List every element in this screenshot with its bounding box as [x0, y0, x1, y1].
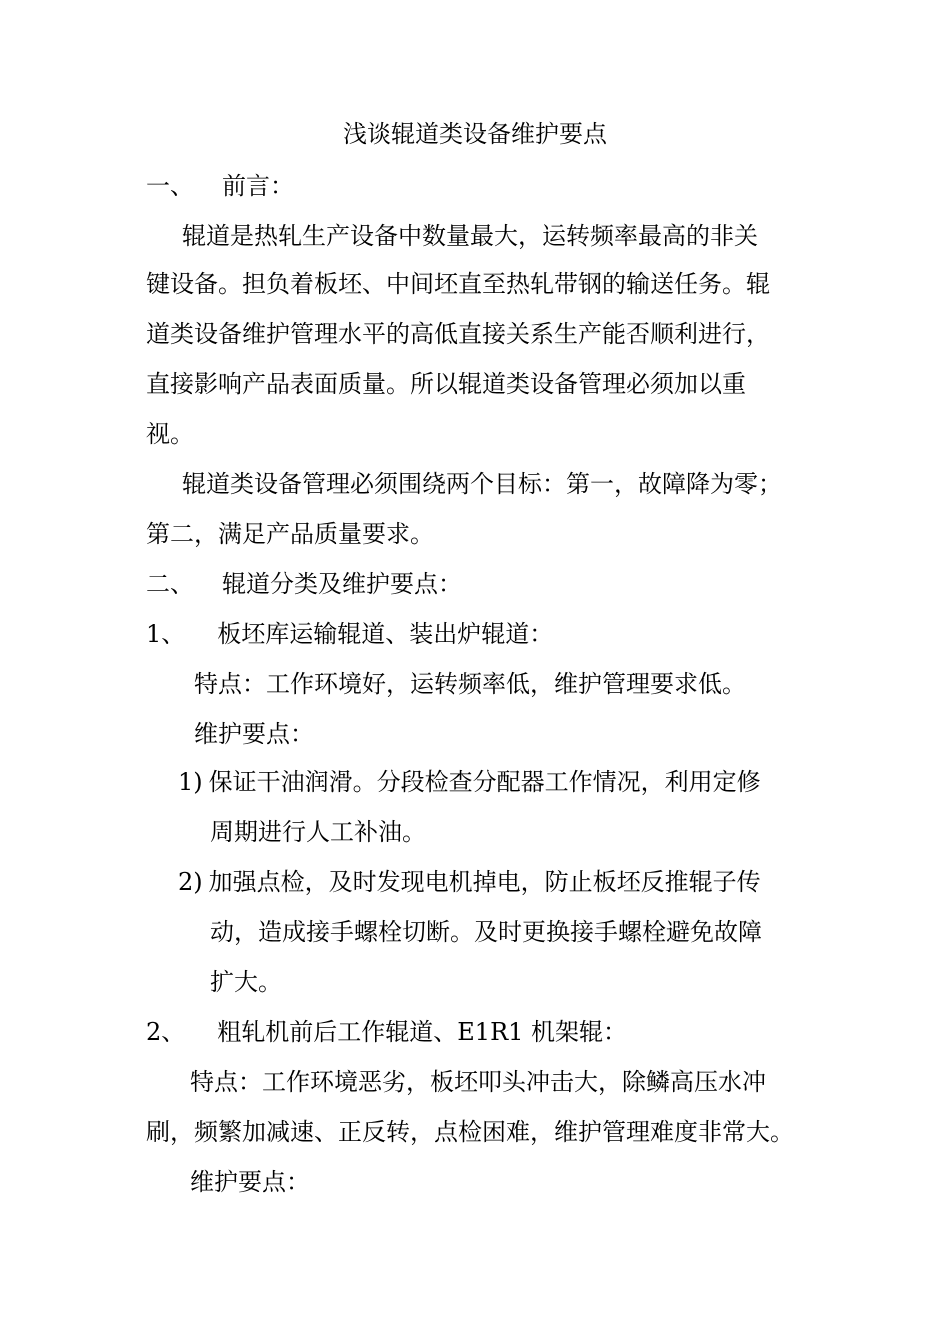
item-text-line: 周期进行人工补油。	[210, 818, 426, 846]
section-title: 辊道分类及维护要点：	[222, 570, 462, 598]
maintenance-label: 维护要点：	[190, 1168, 310, 1196]
subsection-title: 粗轧机前后工作辊道、E1R1 机架辊：	[217, 1018, 628, 1046]
paragraph-line: 道类设备维护管理水平的高低直接关系生产能否顺利进行，	[146, 320, 770, 348]
subsection-heading	[146, 1014, 627, 1050]
paragraph-line: 第二，满足产品质量要求。	[146, 520, 434, 548]
section-number: 一、	[146, 172, 194, 200]
subsection-number: 2、	[146, 1018, 186, 1046]
list-item	[178, 764, 761, 800]
section-heading-intro	[146, 168, 294, 204]
section-number: 二、	[146, 570, 194, 598]
paragraph-line: 直接影响产品表面质量。所以辊道类设备管理必须加以重	[146, 370, 746, 398]
subsection-number: 1、	[146, 620, 186, 648]
document-title: 浅谈辊道类设备维护要点	[343, 120, 607, 148]
item-number: 1)	[178, 768, 203, 796]
subsection-title: 板坯库运输辊道、装出炉辊道：	[217, 620, 554, 648]
paragraph-line: 键设备。担负着板坯、中间坯直至热轧带钢的输送任务。辊	[146, 270, 770, 298]
paragraph-line: 辊道是热轧生产设备中数量最大，运转频率最高的非关	[182, 222, 758, 250]
maintenance-label: 维护要点：	[194, 720, 314, 748]
paragraph-line: 辊道类设备管理必须围绕两个目标：第一，故障降为零；	[182, 470, 782, 498]
section-heading-classification	[146, 566, 462, 602]
list-item	[178, 864, 761, 900]
item-text-line: 扩大。	[210, 968, 282, 996]
item-number: 2)	[178, 868, 203, 896]
item-text-line: 加强点检，及时发现电机掉电，防止板坯反推辊子传	[208, 868, 761, 896]
subsection-heading	[146, 616, 553, 652]
item-text-line: 动，造成接手螺栓切断。及时更换接手螺栓避免故障	[210, 918, 762, 946]
features-line: 特点：工作环境恶劣，板坯叩头冲击大，除鳞高压水冲	[190, 1068, 766, 1096]
section-title: 前言：	[222, 172, 294, 200]
features-line: 特点：工作环境好，运转频率低，维护管理要求低。	[194, 670, 746, 698]
features-line: 刷，频繁加减速、正反转，点检困难，维护管理难度非常大。	[146, 1118, 794, 1146]
paragraph-line: 视。	[146, 420, 194, 448]
item-text-line: 保证干油润滑。分段检查分配器工作情况，利用定修	[208, 768, 761, 796]
